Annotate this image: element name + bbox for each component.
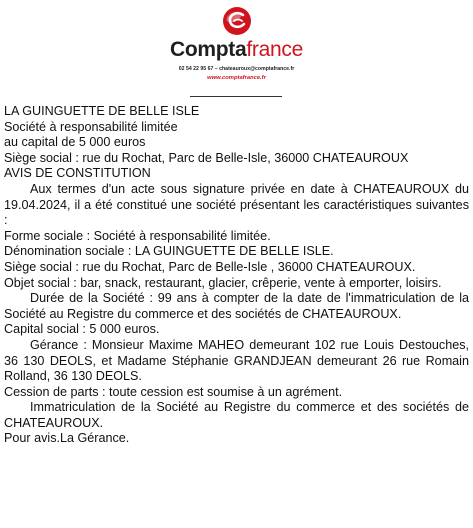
capital-social: Capital social : 5 000 euros. [4,322,160,337]
gerance: Gérance : Monsieur Maxime MAHEO demeurant 102 rue Louis Destouches, 36 130 DEOLS, et Madame Stéphanie GRANDJEAN demeurant 26 rue Romain Rolland, 36 130 DEOLS. [4,337,469,384]
brand-part-france: france [246,38,303,61]
brand-part-compta: Compta [170,38,247,61]
company-type: Société à responsabilité limitée [4,119,178,134]
comptafrance-logo-icon [222,6,252,36]
cession-parts: Cession de parts : toute cession est soumise à un agrément. [4,384,343,399]
letterhead [0,0,473,100]
forme-sociale: Forme sociale : Société à responsabilité limitée. [4,228,271,243]
objet-social: Objet social : bar, snack, restaurant, glacier, crêperie, vente à emporter, loisirs. [4,275,442,290]
denomination-sociale: Dénomination sociale : LA GUINGUETTE DE BELLE ISLE. [4,244,334,259]
siege-social: Siège social : rue du Rochat, Parc de Belle-Isle , 36000 CHATEAUROUX. [4,259,416,274]
website-link[interactable]: www.comptafrance.fr [207,75,266,81]
signature: Pour avis.La Gérance. [4,431,130,446]
notice-title: AVIS DE CONSTITUTION [4,166,151,181]
brand-wordmark [0,38,473,62]
immatriculation: Immatriculation de la Société au Registre du commerce et des sociétés de CHATEAUROUX. [4,400,469,430]
company-name: LA GUINGUETTE DE BELLE ISLE [4,104,200,118]
siege-line: Siège social : rue du Rochat, Parc de Belle-Isle, 36000 CHATEAUROUX [4,150,409,165]
capital-line: au capital de 5 000 euros [4,135,146,150]
legal-notice [4,104,469,447]
intro-paragraph: Aux termes d'un acte sous signature privée en date à CHATEAUROUX du 19.04.2024, il a été constitué une société présentant les caractéristiques suivantes : [4,181,469,228]
header-divider [190,96,282,97]
contact-line: 02 54 22 95 67 – chateauroux@comptafrance.fr [178,66,295,72]
duree-societe: Durée de la Société : 99 ans à compter de la date de l'immatriculation de la Société au Registre du commerce et des sociétés de CHATEAUROUX. [4,291,469,321]
